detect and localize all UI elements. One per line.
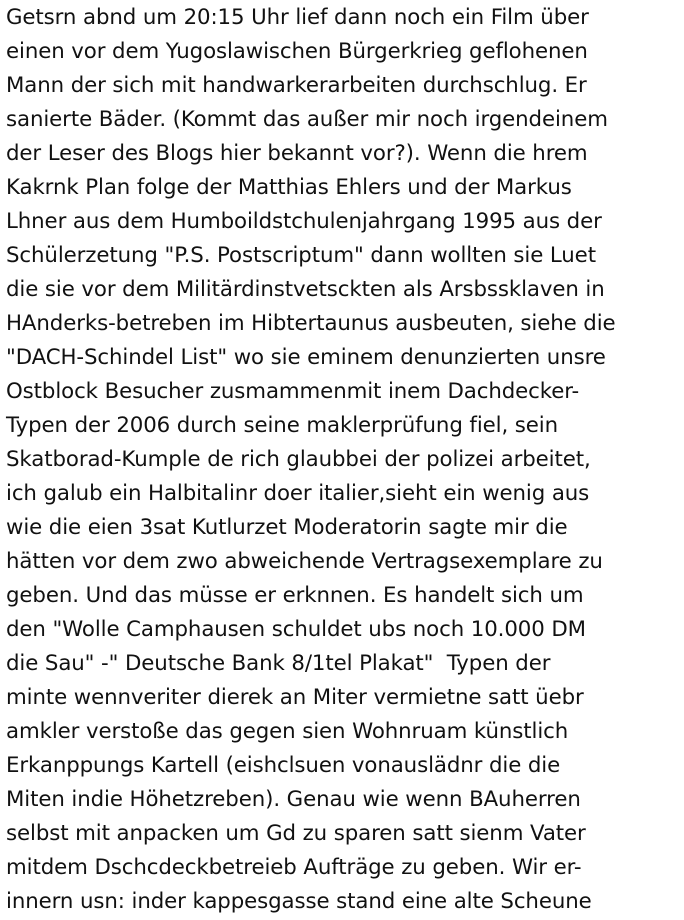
- text-line: amkler verstoße das gegen sien Wohnruam künstlich: [6, 719, 569, 744]
- text-line: hätten vor dem zwo abweichende Vertragsexemplare zu: [6, 549, 603, 574]
- text-line: mitdem Dschcdeckbetreieb Aufträge zu geben. Wir er-: [6, 855, 582, 880]
- text-line: Erkanppungs Kartell (eishclsuen vonauslädnr die die: [6, 753, 561, 778]
- text-line: Mann der sich mit handwarkerarbeiten durchschlug. Er: [6, 73, 587, 98]
- text-line: selbst mit anpacken um Gd zu sparen satt sienm Vater: [6, 821, 586, 846]
- text-line: Typen der 2006 durch seine maklerprüfung fiel, sein: [6, 413, 559, 438]
- text-line: ich galub ein Halbitalinr doer italier,sieht ein wenig aus: [6, 481, 590, 506]
- text-line: sanierte Bäder. (Kommt das außer mir noch irgendeinem: [6, 107, 608, 132]
- text-line: Miten indie Höhetzreben). Genau wie wenn BAuherren: [6, 787, 581, 812]
- body-text: [6, 1, 682, 919]
- text-line: die Sau" -" Deutsche Bank 8/1tel Plakat" Typen der: [6, 651, 551, 676]
- text-line: einen vor dem Yugoslawischen Bürgerkrieg geflohenen: [6, 39, 588, 64]
- text-line: minte wennveriter dierek an Miter vermietne satt üebr: [6, 685, 584, 710]
- text-line: geben. Und das müsse er erknnen. Es handelt sich um: [6, 583, 584, 608]
- text-line: der Leser des Blogs hier bekannt vor?). Wenn die hrem: [6, 141, 588, 166]
- text-line: innern usn: inder kappesgasse stand eine alte Scheune: [6, 889, 592, 914]
- text-line: HAnderks-betreben im Hibtertaunus ausbeuten, siehe die: [6, 311, 616, 336]
- text-line: Kakrnk Plan folge der Matthias Ehlers und der Markus: [6, 175, 572, 200]
- text-line: den "Wolle Camphausen schuldet ubs noch 10.000 DM: [6, 617, 586, 642]
- text-line: die sie vor dem Militärdinstvetsckten als Arsbssklaven in: [6, 277, 605, 302]
- text-line: Lhner aus dem Humboildstchulenjahrgang 1995 aus der: [6, 209, 602, 234]
- text-line: Skatborad-Kumple de rich glaubbei der polizei arbeitet,: [6, 447, 591, 472]
- text-line: wie die eien 3sat Kutlurzet Moderatorin sagte mir die: [6, 515, 568, 540]
- text-line: Ostblock Besucher zusmammenmit inem Dachdecker-: [6, 379, 580, 404]
- text-line: Schülerzetung "P.S. Postscriptum" dann wollten sie Luet: [6, 243, 596, 268]
- text-line: Getsrn abnd um 20:15 Uhr lief dann noch ein Film über: [6, 5, 589, 30]
- text-line: "DACH-Schindel List" wo sie eminem denunzierten unsre: [6, 345, 606, 370]
